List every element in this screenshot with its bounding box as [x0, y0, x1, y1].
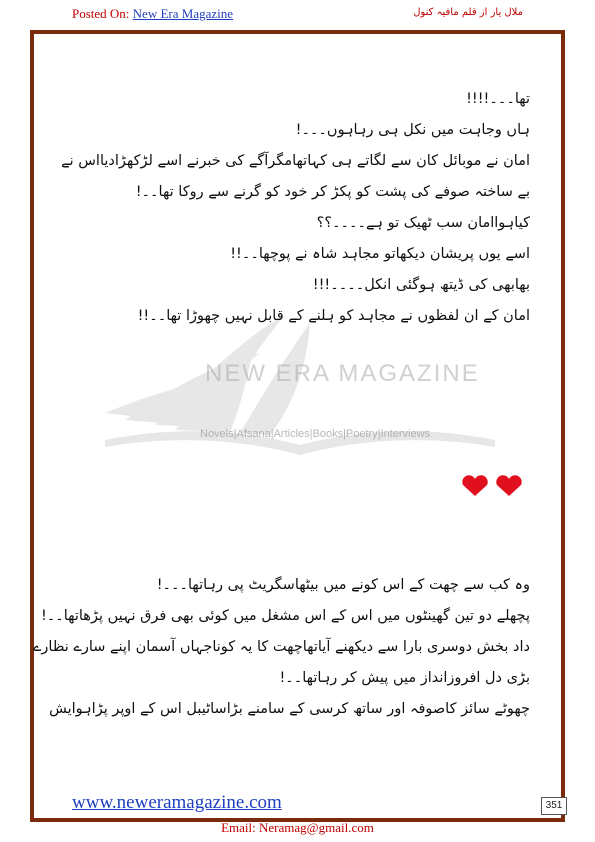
- story-section-1: [62, 84, 530, 332]
- story-line: ہاں وجاہت میں نکل ہی رہاہوں۔۔۔!: [295, 122, 530, 138]
- story-line: پچھلے دو تین گھینٹوں میں اس کے اس مشغل میں کوئی بھی فرق نہیں پڑھاتھا۔۔!: [40, 608, 530, 624]
- story-line: داد بخش دوسری بارا سے دیکھنے آیاتھاچھت کا یہ کوناجہاں آسمان اپنے سارے نظارے: [32, 639, 530, 655]
- story-line: وہ کب سے چھت کے اس کونے میں بیٹھاسگریٹ پی رہاتھا۔۔۔!: [156, 577, 530, 593]
- heart-icon: [462, 475, 487, 496]
- magazine-link[interactable]: New Era Magazine: [132, 6, 234, 21]
- hearts-icon: [458, 474, 528, 498]
- story-line: بڑی دل افروزانداز میں پیش کر رہاتھا۔۔!: [279, 670, 530, 686]
- posted-on-text: Posted On:: [72, 6, 133, 21]
- watermark-tagline: Novels|Afsana|Articles|Books|Poetry|Interviews: [200, 428, 431, 440]
- page-header: [0, 0, 595, 26]
- posted-on-label: [72, 6, 233, 22]
- heart-icon: [496, 475, 521, 496]
- story-line: بے ساختہ صوفے کی پشت کو پکڑ کر خود کو گرنے سے روکا تھا۔۔!: [135, 184, 530, 200]
- story-line: بھابھی کی ڈیتھ ہوگئی انکل۔۔۔۔!!!: [312, 277, 530, 293]
- story-line: کیاہواامان سب ٹھیک تو ہے۔۔۔۔؟؟: [316, 215, 530, 231]
- story-line: امان نے موبائل کان سے لگاتے ہی کہاتھامگرآگے کی خبرنے اسے لڑکھڑادیااس نے: [61, 153, 530, 169]
- email-address: Email: Neramag@gmail.com: [221, 820, 374, 835]
- page-number: 351: [541, 797, 567, 815]
- watermark-title: NEW ERA MAGAZINE: [205, 360, 480, 387]
- story-line: چھوٹے سائز کاصوفہ اور ساتھ کرسی کے سامنے بڑاساٹیبل اس کے اوپر پڑاہوایش: [49, 701, 530, 717]
- website-link[interactable]: www.neweramagazine.com: [72, 792, 282, 813]
- novel-credit: ملال یار از قلم مافیہ کنول: [413, 7, 523, 18]
- story-section-2: [32, 570, 530, 725]
- story-line: امان کے ان لفظوں نے مجاہد کو ہلنے کے قابل نہیں چھوڑا تھا۔۔!!: [137, 308, 530, 324]
- story-line: تھا۔۔۔!!!!: [466, 91, 530, 107]
- story-line: اسے یوں پریشان دیکھاتو مجاہد شاہ نے پوچھا۔۔!!: [230, 246, 530, 262]
